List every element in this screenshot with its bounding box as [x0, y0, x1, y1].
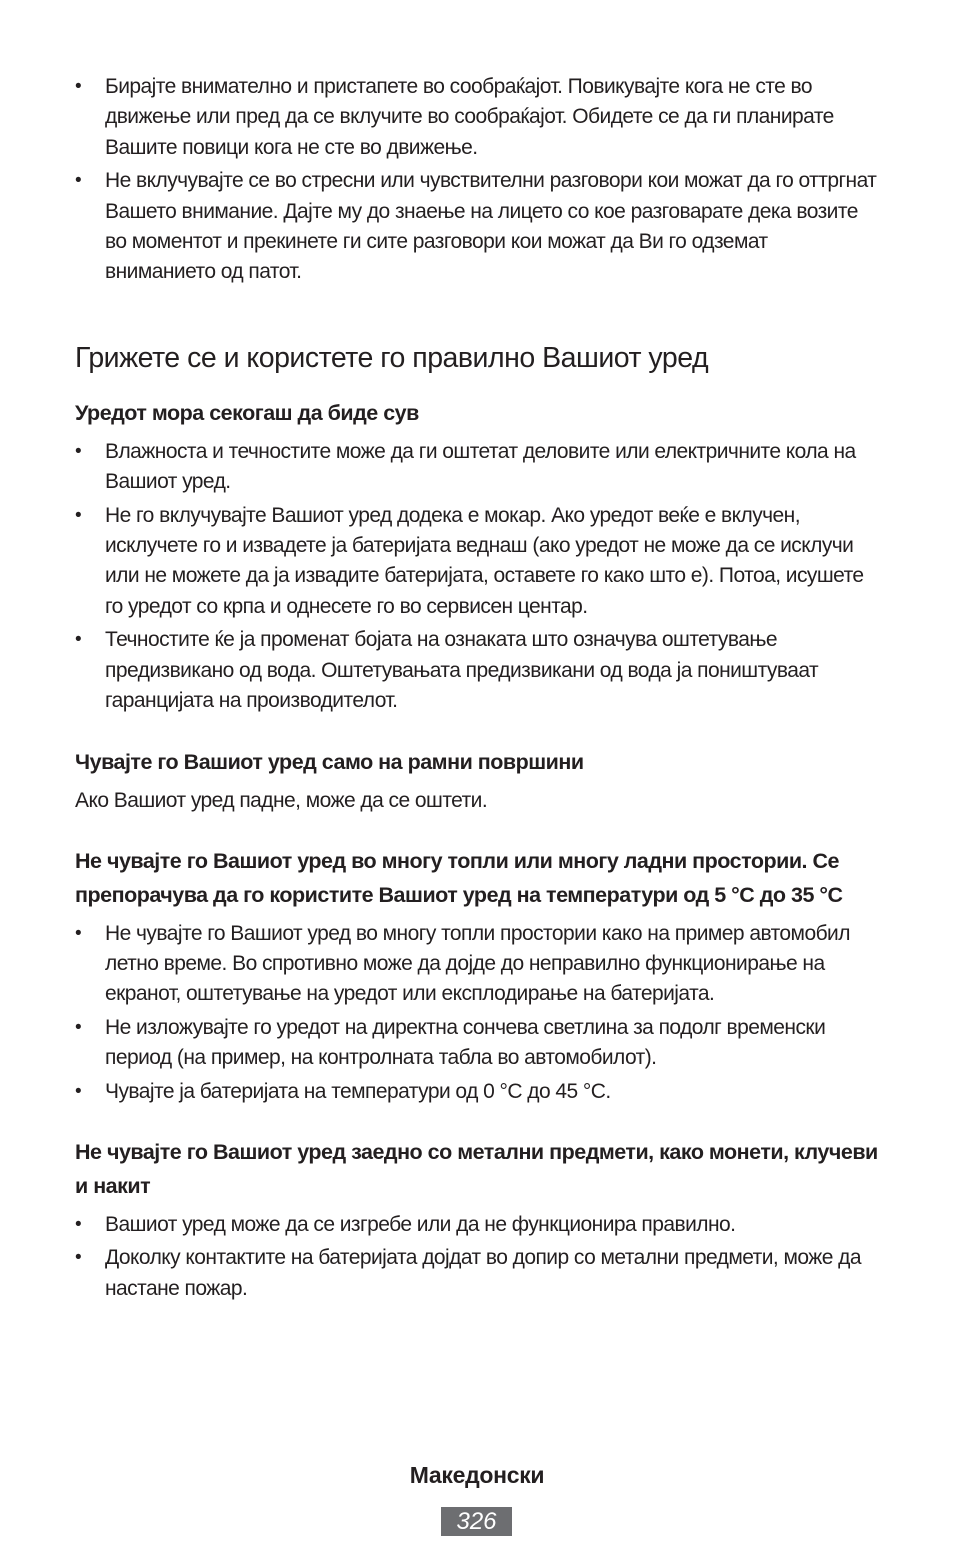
list-item: • Чувајте ја батеријата на температури од 0 °C до 45 °C.	[75, 1077, 883, 1107]
list-item: • Не чувајте го Вашиот уред во многу топли простории како на пример автомобил летно време. Во спротивно може да дојде до неправилно функционирање на екранот, оштетување на уредот или експлодирање на батеријата.	[75, 919, 883, 1010]
bullet-list-temperature	[75, 919, 883, 1107]
subsection-heading-dry: Уредот мора секогаш да биде сув	[75, 400, 419, 425]
page-content	[75, 72, 883, 1307]
page-number: 326	[441, 1507, 512, 1536]
list-item: • Не вклучувајте се во стресни или чувствителни разговори кои можат да го оттргнат Вашето внимание. Дајте му до знаење на лицето со кое разговарате дека возите во моментот и прекинете ги сите разговори кои можат да Ви го одземат вниманието од патот.	[75, 166, 883, 288]
subsection-heading-temperature: Не чувајте го Вашиот уред во многу топли или многу ладни простории. Се препорачува да го користите Вашиот уред на температури од 5 °C до 35 °C	[75, 848, 843, 907]
list-item: • Вашиот уред може да се изгребе или да не функционира правилно.	[75, 1210, 883, 1240]
list-item: • Течностите ќе ја променат бојата на ознаката што означува оштетување предизвикано од вода. Оштетувањата предизвикани од вода ја поништуваат гаранцијата на производителот.	[75, 625, 883, 716]
paragraph-flat: Ако Вашиот уред падне, може да се оштети.	[75, 788, 488, 812]
subsection-heading-flat: Чувајте го Вашиот уред само на рамни површини	[75, 749, 584, 774]
bullet-list-dry	[75, 437, 883, 717]
list-item: • Бирајте внимателно и пристапете во сообраќајот. Повикувајте кога не сте во движење или пред да се вклучите во сообраќајот. Обидете се да ги планирате Вашите повици кога не сте во движење.	[75, 72, 883, 163]
list-item: • Не изложувајте го уредот на директна сончева светлина за подолг временски период (на пример, на контролната табла во автомобилот).	[75, 1013, 883, 1074]
intro-bullet-list	[75, 72, 883, 288]
footer-language: Македонски	[409, 1462, 545, 1488]
list-item: • Влажноста и течностите може да ги оштетат деловите или електричните кола на Вашиот уред.	[75, 437, 883, 498]
subsection-heading-metal: Не чувајте го Вашиот уред заедно со метални предмети, како монети, клучеви и накит	[75, 1139, 878, 1198]
bullet-list-metal	[75, 1210, 883, 1304]
list-item: • Не го вклучувајте Вашиот уред додека е мокар. Ако уредот веќе е вклучен, исклучете го и извадете ја батеријата веднаш (ако уредот не може да се исклучи или не можете да ја извадите батеријата, оставете го како што е). Потоа, исушете го уредот со крпа и однесете го во сервисен центар.	[75, 501, 883, 623]
list-item: • Доколку контактите на батеријата дојдат во допир со метални предмети, може да настане пожар.	[75, 1243, 883, 1304]
section-title: Грижете се и користете го правилно Вашиот уред	[75, 341, 709, 374]
